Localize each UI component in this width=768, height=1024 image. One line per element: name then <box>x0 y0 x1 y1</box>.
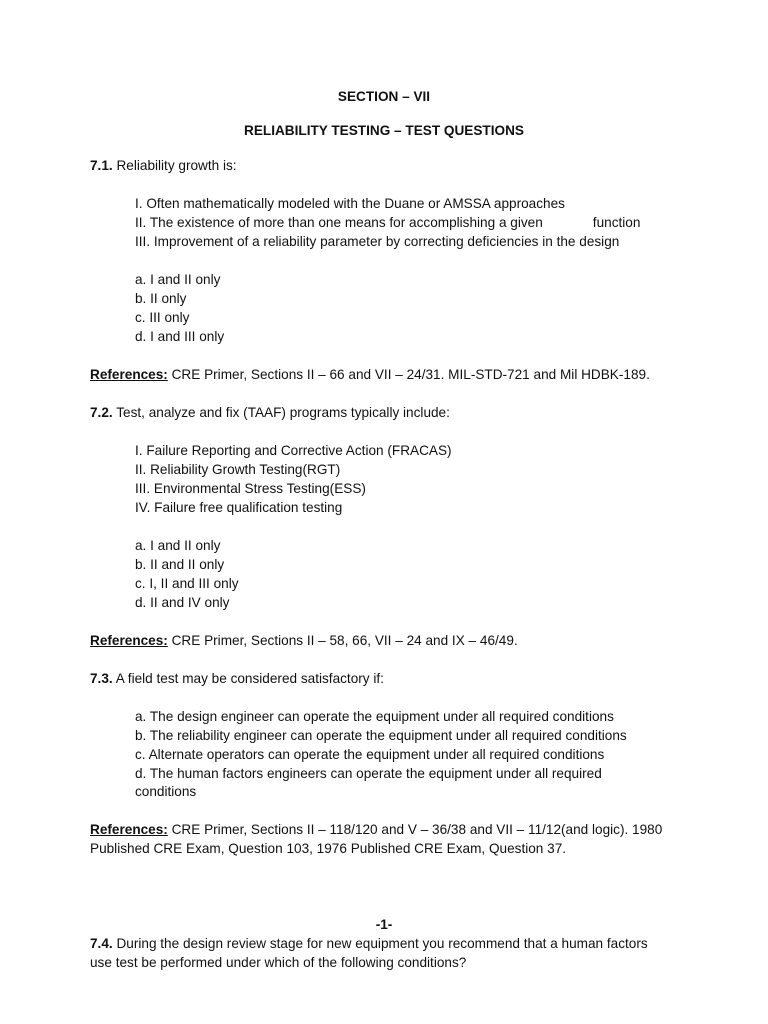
answer-option-continuation: conditions <box>135 784 197 799</box>
page-subtitle: RELIABILITY TESTING – TEST QUESTIONS <box>244 123 524 138</box>
references-7-2: References: CRE Primer, Sections II – 58, 66, VII – 24 and IX – 46/49. <box>90 633 518 648</box>
statement-item: I. Often mathematically modeled with the Duane or AMSSA approaches <box>135 196 565 211</box>
question-7-3: 7.3. A field test may be considered satisfactory if: <box>90 671 384 686</box>
statement-item: I. Failure Reporting and Corrective Action (FRACAS) <box>135 443 452 458</box>
statement-item: III. Environmental Stress Testing(ESS) <box>135 481 366 496</box>
statement-item: II. The existence of more than one means for accomplishing a given function <box>135 215 641 230</box>
answer-option: d. II and IV only <box>135 595 230 610</box>
answer-option: c. I, II and III only <box>135 576 239 591</box>
answer-option: b. II and II only <box>135 557 225 572</box>
answer-option: d. The human factors engineers can operate the equipment under all required <box>135 766 602 781</box>
question-7-4-continuation: use test be performed under which of the following conditions? <box>90 955 467 970</box>
answer-option: c. III only <box>135 310 190 325</box>
statement-item: III. Improvement of a reliability parameter by correcting deficiencies in the design <box>135 234 620 249</box>
section-title: SECTION – VII <box>337 89 431 104</box>
references-7-3-continuation: Published CRE Exam, Question 103, 1976 Published CRE Exam, Question 37. <box>90 841 567 856</box>
page-number: -1- <box>375 917 393 932</box>
references-7-1: References: CRE Primer, Sections II – 66 and VII – 24/31. MIL-STD-721 and Mil HDBK-189. <box>90 367 650 382</box>
statement-item: II. Reliability Growth Testing(RGT) <box>135 462 341 477</box>
references-7-3: References: CRE Primer, Sections II – 118/120 and V – 36/38 and VII – 11/12(and logic). 1980 <box>90 822 663 837</box>
answer-option: c. Alternate operators can operate the equipment under all required conditions <box>135 747 605 762</box>
answer-option: a. The design engineer can operate the equipment under all required conditions <box>135 709 614 724</box>
question-7-1: 7.1. Reliability growth is: <box>90 158 237 173</box>
question-7-4: 7.4. During the design review stage for new equipment you recommend that a human factors <box>90 936 648 951</box>
answer-option: d. I and III only <box>135 329 225 344</box>
answer-option: a. I and II only <box>135 272 221 287</box>
answer-option: b. The reliability engineer can operate the equipment under all required conditions <box>135 728 627 743</box>
question-7-2: 7.2. Test, analyze and fix (TAAF) programs typically include: <box>90 405 450 420</box>
answer-option: b. II only <box>135 291 187 306</box>
statement-item: IV. Failure free qualification testing <box>135 500 343 515</box>
answer-option: a. I and II only <box>135 538 221 553</box>
